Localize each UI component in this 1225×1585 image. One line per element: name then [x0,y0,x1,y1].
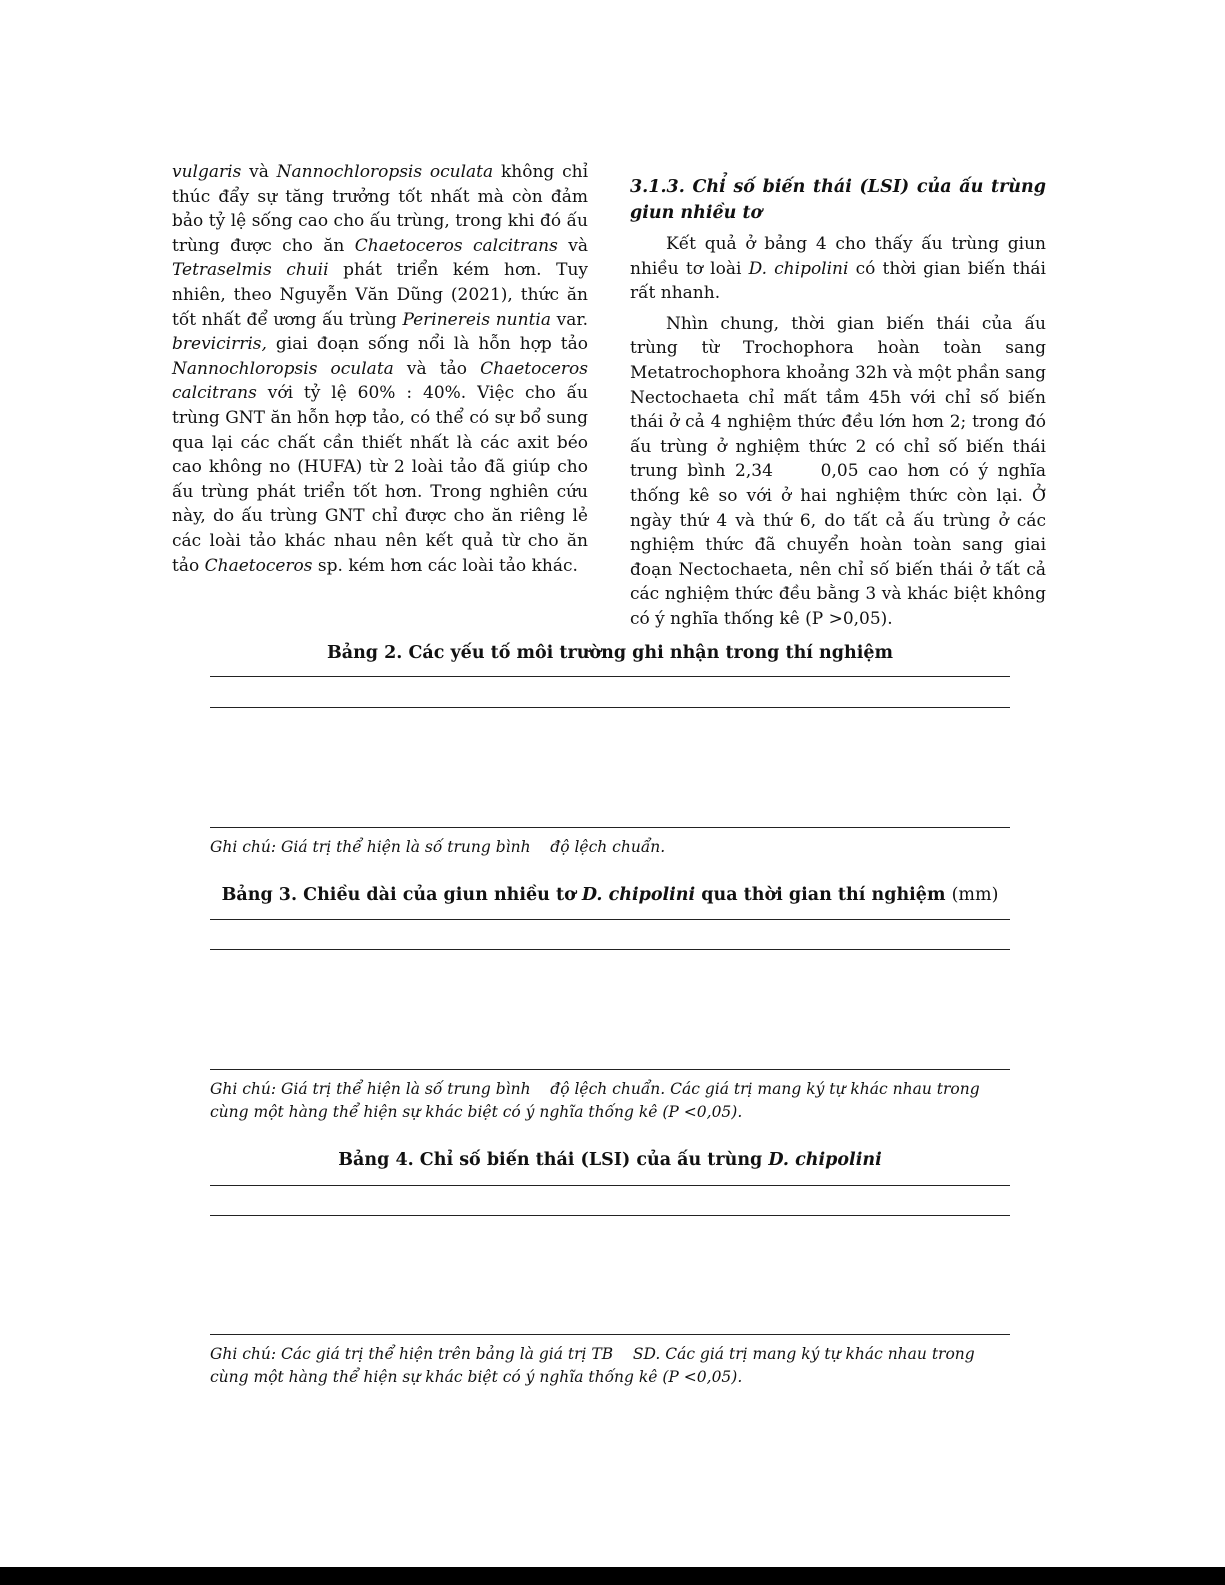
table-2-header-rule [210,707,1010,708]
text-run: và [241,162,277,182]
italic-text-run: Chaetoceros [204,555,313,576]
italic-text-run: Nannochloropsis oculata [172,358,394,379]
table-4-header-rule [210,1215,1010,1216]
right-paragraph-2 [630,312,1046,632]
text-run: sp. kém hơn các loài tảo khác. [312,555,578,576]
text-run: Bảng 3. Chiều dài của giun nhiều tơ [221,885,582,905]
italic-text-run: D. chipolini [768,1150,882,1170]
right-column [630,160,1046,632]
left-paragraph [172,160,588,578]
table-3-caption [210,885,1010,905]
table-3 [210,885,1010,1130]
italic-text-run: Chaetoceros calcitrans [354,235,558,256]
table-4-bottom-rule [210,1334,1010,1335]
italic-text-run: brevicirris, [172,334,267,355]
text-run: phát triển kém hơn. Tuy nhiên, theo Nguyễn Văn Dũng (2021), thức ăn tốt nhất để ương ấu trùng [172,260,589,330]
text-run: và tảo [393,358,481,379]
text-run: giai đoạn sống nổi là hỗn hợp tảo [266,334,588,355]
text-run: qua thời gian thí nghiệm [695,885,952,905]
italic-text-run: D. chipolini [581,885,696,905]
bottom-scan-border [0,1567,1225,1585]
table-3-top-rule [210,919,1010,920]
italic-text-run: D. chipolini [748,258,849,279]
left-column [172,160,588,578]
right-paragraph-1 [630,232,1046,306]
table-3-caption-text [222,885,952,905]
text-run: Nhìn chung, thời gian biến thái của ấu trùng từ Trochophora hoàn toàn sang Metatrochophora khoảng 32h và một phần sang Nectochaeta chỉ mất tầm 45h với chỉ số biến thái ở cả 4 nghiệm thức đều lớn hơn 2; trong đó ấu trùng ở nghiệm thức 2 có chỉ số biến thái trung bình 2,34 0,05 cao hơn có ý nghĩa thống kê so với ở hai nghiệm thức còn lại. Ở ngày thứ 4 và thứ 6, do tất cả ấu trùng ở các nghiệm thức đã chuyển hoàn toàn sang giai đoạn Nectochaeta, nên chỉ số biến thái ở tất cả các nghiệm thức đều bằng 3 và khác biệt không có ý nghĩa thống kê (P >0,05). [630,313,1046,629]
table-2-bottom-rule [210,827,1010,828]
section-heading-3-1-3: 3.1.3. Chỉ số biến thái (LSI) của ấu trùng giun nhiều tơ [630,177,1046,223]
italic-text-run: Perinereis nuntia [402,309,551,330]
text-run: không chỉ thúc đẩy sự tăng trưởng tốt nhất mà còn đảm bảo tỷ lệ sống cao cho ấu trùng, trong khi đó ấu trùng được cho ăn [172,162,589,256]
text-run: với tỷ lệ 60% : 40%. Việc cho ấu trùng GNT ăn hỗn hợp tảo, có thể có sự bổ sung qua lại các chất cần thiết nhất là các axit béo cao không no (HUFA) từ 2 loài tảo đã giúp cho ấu trùng phát triển tốt hơn. Trong nghiên cứu này, do ấu trùng GNT chỉ được cho ăn riêng lẻ các loài tảo khác nhau nên kết quả từ cho ăn tảo [172,383,588,576]
text-run: var. [550,309,589,330]
text-run: Bảng 4. Chỉ số biến thái (LSI) của ấu trùng [338,1150,769,1170]
table-3-header-rule [210,949,1010,950]
table-4-caption [210,1150,1010,1170]
text-run: Kết quả ở bảng 4 cho thấy ấu trùng giun nhiều tơ loài [630,234,1046,279]
italic-text-run: Nannochloropsis oculata [276,162,494,182]
table-2-note: Ghi chú: Giá trị thể hiện là số trung bình độ lệch chuẩn. [210,838,666,856]
italic-text-run: Chaetoceros calcitrans [172,358,589,404]
text-run: có thời gian biến thái rất nhanh. [630,258,1046,304]
text-run: và [557,235,588,256]
table-4 [210,1150,1010,1395]
table-3-caption-unit: (mm) [951,885,999,905]
table-3-note: Ghi chú: Giá trị thể hiện là số trung bình độ lệch chuẩn. Các giá trị mang ký tự khác nhau trong cùng một hàng thể hiện sự khác biệt có ý nghĩa thống kê (P <0,05). [210,1080,980,1121]
italic-text-run: vulgaris [172,162,242,182]
table-4-top-rule [210,1185,1010,1186]
table-2-caption: Bảng 2. Các yếu tố môi trường ghi nhận trong thí nghiệm [326,643,894,663]
table-4-note: Ghi chú: Các giá trị thể hiện trên bảng là giá trị TB SD. Các giá trị mang ký tự khác nhau trong cùng một hàng thể hiện sự khác biệt có ý nghĩa thống kê (P <0,05). [210,1345,975,1386]
table-2-top-rule [210,676,1010,677]
table-3-bottom-rule [210,1069,1010,1070]
italic-text-run: Tetraselmis chuii [172,260,329,281]
table-2 [210,643,1010,863]
